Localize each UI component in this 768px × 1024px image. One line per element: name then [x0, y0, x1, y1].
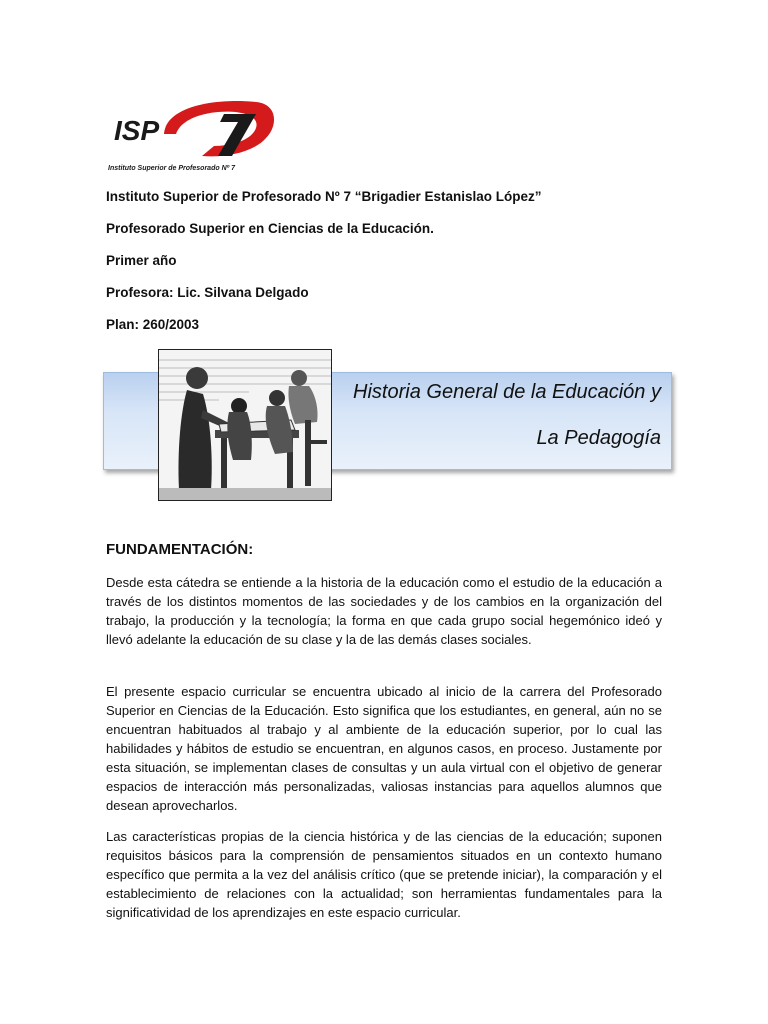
logo-subtitle: Instituto Superior de Profesorado Nº 7 [108, 165, 236, 172]
paragraph-3: Las características propias de la ciencia histórica y de las ciencias de la educación; suponen requisitos básicos para la comprensión de pensamientos situados en un contexto humano específico que permita a la vez del análisis crítico (que se pretende iniciar), la comparación y el establecimiento de relaciones con la actualidad; son herramientas fundamentales para la significatividad de los aprendizajes en este espacio curricular. [106, 829, 662, 920]
logo-text: ISP [114, 115, 160, 146]
course-title-line1: Historia General de la Educación y [353, 381, 661, 403]
institute-logo [106, 96, 276, 174]
plan-number: Plan: 260/2003 [106, 317, 200, 332]
section-title: FUNDAMENTACIÓN: [106, 541, 254, 558]
course-title-line2: La Pedagogía [536, 427, 661, 449]
paragraph-1: Desde esta cátedra se entiende a la historia de la educación como el estudio de la educación a través de los distintos momentos de las sociedades y de los cambios en la organización del trabajo, la producción y la tecnología; la forma en que cada grupo social hegemónico ideó y llevó adelante la educación de su clase y la de las demás clases sociales. [106, 575, 662, 647]
classroom-engraving-image [158, 349, 332, 501]
program-name: Profesorado Superior en Ciencias de la Educación. [106, 221, 434, 236]
institution-name: Instituto Superior de Profesorado Nº 7 “Brigadier Estanislao López” [106, 189, 542, 204]
course-year: Primer año [106, 253, 177, 268]
teacher-name: Profesora: Lic. Silvana Delgado [106, 285, 309, 300]
paragraph-2: El presente espacio curricular se encuentra ubicado al inicio de la carrera del Profesorado Superior en Ciencias de la Educación. Esto significa que los estudiantes, en general, aún no se encuentran habituados al trabajo y al ambiente de la educación superior, por lo cual las habilidades y hábitos de estudio se encuentran, en algunos casos, en proceso. Justamente por esta situación, se implementan clases de consultas y un aula virtual con el objetivo de generar espacios de interacción más personalizadas, valiosas instancias para aquellos alumnos que desean aprovecharlos. [106, 684, 662, 813]
logo-number: nº7 [188, 120, 208, 135]
